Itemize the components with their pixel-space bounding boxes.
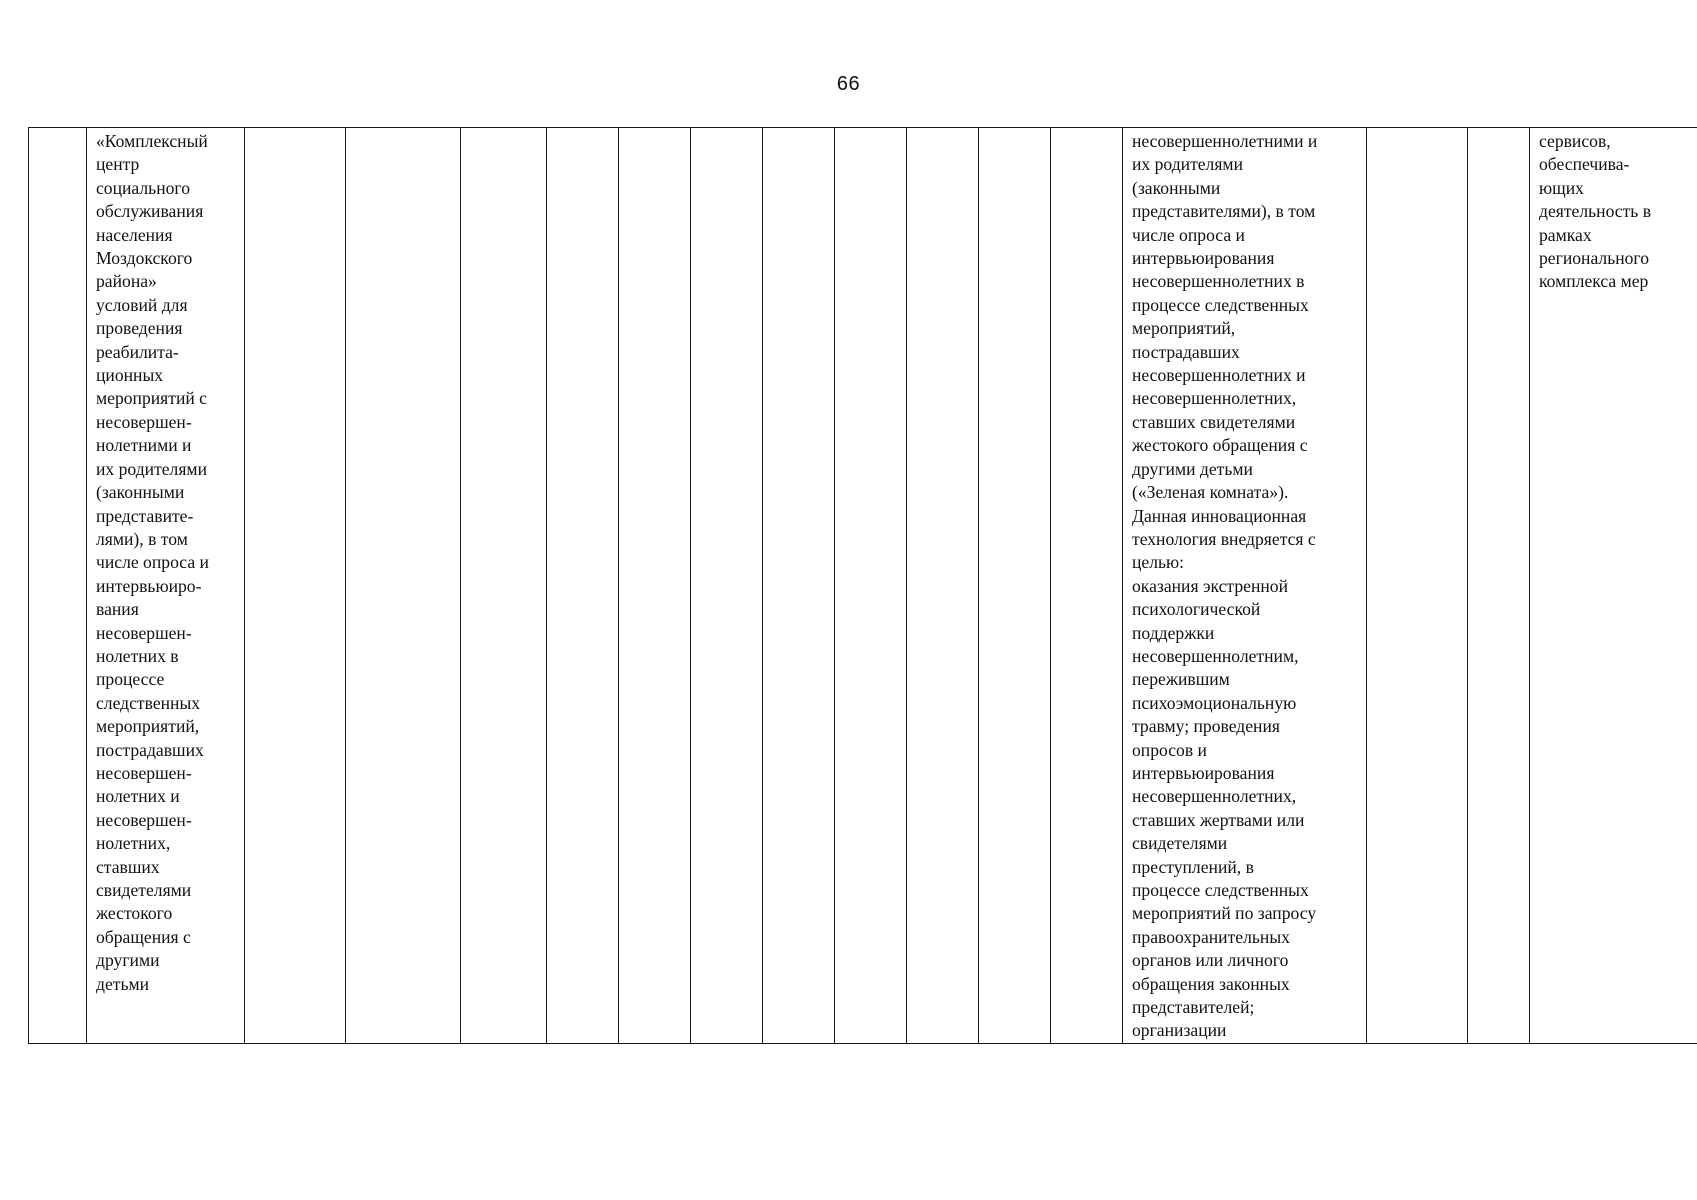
- table-cell-col-15: [1367, 128, 1468, 1044]
- table-cell-col-1: [29, 128, 87, 1044]
- table-cell-col-3: [245, 128, 346, 1044]
- table-cell-col-5: [461, 128, 547, 1044]
- table-cell-col-17: [1530, 128, 1697, 1044]
- table-cell-col-4: [346, 128, 461, 1044]
- table-cell-col-9: [763, 128, 835, 1044]
- table-row: [29, 128, 1697, 1044]
- table-cell-col-2: [87, 128, 245, 1044]
- table-cell-col-12: [979, 128, 1051, 1044]
- table-cell-col-16: [1468, 128, 1530, 1044]
- table-cell-col-13: [1051, 128, 1123, 1044]
- cell-text: несовершеннолетними и их родителями (законными представителями), в том числе опроса и интервьюирования несовершеннолетних в процессе следственных мероприятий, пострадавших несовершеннолетних и несовершеннолетних, ставших свидетелями жестокого обращения с другими детьми («Зеленая комната»). Данная инновационная технология внедряется с целью: оказания экстренной психологической поддержки несовершеннолетним, пережившим психоэмоциональную травму; проведения опросов и интервьюирования несовершеннолетних, ставших жертвами или свидетелями преступлений, в процессе следственных мероприятий по запросу правоохранительных органов или личного обращения законных представителей; организации: [1132, 131, 1318, 1041]
- cell-text: «Комплексный центр социального обслуживания населения Моздокского района» условий для проведения реабилита- ционных мероприятий с несовершен- нолетними и их родителями (законными представите- лями), в том числе опроса и интервьюиро- вания несовершен- нолетних в процессе следственных мероприятий, пострадавших несовершен- нолетних и несовершен- нолетних, ставших свидетелями жестокого обращения с другими детьми: [96, 131, 209, 994]
- table-cell-col-10: [835, 128, 907, 1044]
- table-cell-col-7: [619, 128, 691, 1044]
- table-cell-col-6: [547, 128, 619, 1044]
- cell-text: сервисов, обеспечива- ющих деятельность в рамках регионального комплекса мер: [1539, 131, 1652, 292]
- document-table: [28, 127, 1697, 1044]
- table-cell-col-11: [907, 128, 979, 1044]
- table-cell-col-14: [1123, 128, 1367, 1044]
- table-cell-col-8: [691, 128, 763, 1044]
- page-number: 66: [836, 73, 861, 95]
